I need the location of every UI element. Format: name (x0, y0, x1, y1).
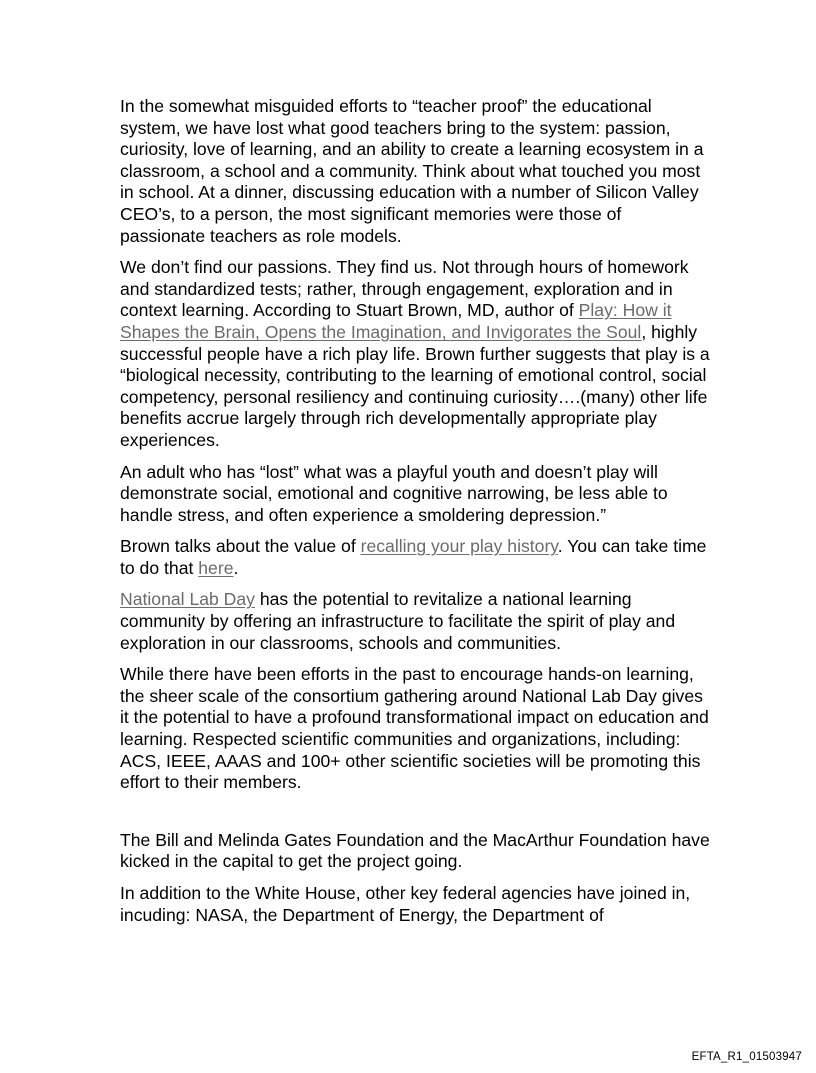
document-body (120, 96, 710, 936)
paragraph-play-history-text-after: . (233, 557, 239, 578)
document-id-footer: EFTA_R1_01503947 (691, 1051, 802, 1063)
paragraph-passions-text-after: , highly successful people have a rich play life. Brown further suggests that play is a “biological necessity, contributing to the learning of emotional control, social competency, personal resiliency and continuing curiosity….(many) other life benefits accrue largely through rich developmentally appropriate play experiences. (120, 321, 710, 450)
play-book-link[interactable]: Play: How it Shapes the Brain, Opens the Imagination, and Invigorates the Soul (120, 300, 672, 342)
paragraph-federal-agencies: In addition to the White House, other key federal agencies have joined in, incuding: NASA, the Department of Energy, the Department of (120, 883, 691, 925)
paragraph-play-history-text-before: Brown talks about the value of (120, 536, 361, 557)
paragraph-foundations: The Bill and Melinda Gates Foundation and the MacArthur Foundation have kicked in the capital to get the project going. (120, 829, 710, 872)
paragraph-teacher-proof: In the somewhat misguided efforts to “teacher proof” the educational system, we have lost what good teachers bring to the system: passion, curiosity, love of learning, and an ability to create a learning ecosystem in a classroom, a school and a community. Think about what touched you most in school. At a dinner, discussing education with a number of Silicon Valley CEO’s, to a person, the most significant memories were those of passionate teachers as role models. (120, 96, 704, 246)
paragraph-adult-play: An adult who has “lost” what was a playful youth and doesn’t play will demonstrate social, emotional and cognitive narrowing, be less able to handle stress, and often experience a smoldering depression.” (120, 461, 668, 525)
here-link[interactable]: here (198, 557, 234, 578)
paragraph-play-history-text-middle: . You can take time to do that (120, 536, 707, 578)
paragraph-passions (120, 257, 710, 451)
paragraph-play-history (120, 536, 710, 579)
national-lab-day-link[interactable]: National Lab Day (120, 589, 255, 610)
paragraph-national-lab-day (120, 589, 710, 654)
play-history-link[interactable]: recalling your play history (360, 536, 558, 557)
paragraph-hands-on-learning: While there have been efforts in the past to encourage hands-on learning, the sheer scale of the consortium gathering around National Lab Day gives it the potential to have a profound transformational impact on education and learning. Respected scientific communities and organizations, including: ACS, IEEE, AAAS and 100+ other scientific societies will be promoting this effort to their members. (120, 664, 709, 793)
paragraph-national-lab-day-text: has the potential to revitalize a national learning community by offering an infrastructure to facilitate the spirit of play and exploration in our classrooms, schools and communities. (120, 589, 676, 653)
paragraph-passions-text-before: We don’t find our passions. They find us. Not through hours of homework and standardized tests; rather, through engagement, exploration and in context learning. According to Stuart Brown, MD, author of (120, 257, 689, 321)
